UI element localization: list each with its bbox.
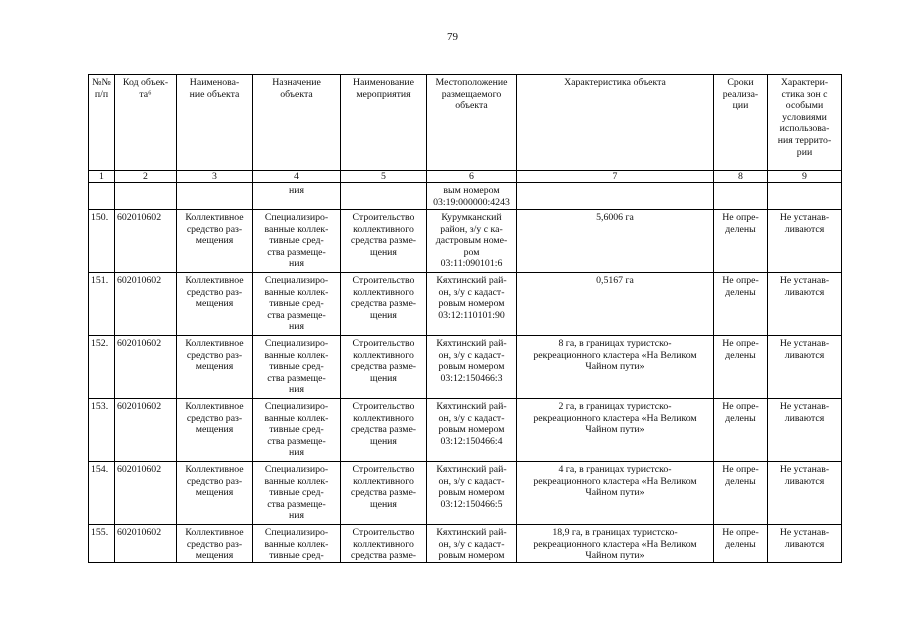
header-cell: Наименова- ние объекта	[177, 75, 253, 171]
table-row	[89, 210, 842, 273]
objects-table	[88, 74, 842, 563]
table-cell: 150.	[89, 210, 115, 273]
header-cell: Характери- стика зон с особыми условиями использова- ния террито- рии	[768, 75, 842, 171]
table-cell: Специализиро- ванные коллек- тивные сред- ства размеще- ния	[253, 462, 341, 525]
table-cell: 602010602	[115, 462, 177, 525]
table-cell: Не опре- делены	[714, 336, 768, 399]
header-cell: Местоположение размещаемого объекта	[427, 75, 517, 171]
table-cell: Не устанав- ливаются	[768, 399, 842, 462]
table-cell: Строительство коллективного средства разме- щения	[341, 336, 427, 399]
table-row	[89, 399, 842, 462]
table-cell: Коллективное средство раз- мещения	[177, 462, 253, 525]
table-cell: 602010602	[115, 210, 177, 273]
header-cell: №№ п/п	[89, 75, 115, 171]
table-cell	[177, 183, 253, 210]
table-cell	[768, 183, 842, 210]
continuation-row	[89, 183, 842, 210]
table-cell: ния	[253, 183, 341, 210]
table-cell: 5,6006 га	[517, 210, 714, 273]
column-number: 3	[177, 171, 253, 183]
table-cell: 151.	[89, 273, 115, 336]
table-cell: 4 га, в границах туристско- рекреационного кластера «На Великом Чайном пути»	[517, 462, 714, 525]
table-cell: 8 га, в границах туристско- рекреационного кластера «На Великом Чайном пути»	[517, 336, 714, 399]
column-number: 6	[427, 171, 517, 183]
table-cell: Кяхтинский рай- он, з/у с кадаст- ровым номером 03:12:150466:5	[427, 462, 517, 525]
table-cell: Строительство коллективного средства разме- щения	[341, 210, 427, 273]
table-row	[89, 525, 842, 563]
table-cell: Кяхтинский рай- он, з/у с кадаст- ровым номером 03:12:110101:90	[427, 273, 517, 336]
table-cell: 153.	[89, 399, 115, 462]
table-cell	[341, 183, 427, 210]
table-cell: Специализиро- ванные коллек- тивные сред-	[253, 525, 341, 563]
column-number: 4	[253, 171, 341, 183]
table-cell: 0,5167 га	[517, 273, 714, 336]
header-row	[89, 75, 842, 171]
table-cell: Строительство коллективного средства разме-	[341, 525, 427, 563]
table-cell	[89, 183, 115, 210]
page-number: 79	[447, 31, 458, 43]
table-cell: Кяхтинский рай- он, з/у с кадаст- ровым номером	[427, 525, 517, 563]
table-cell: Строительство коллективного средства разме- щения	[341, 399, 427, 462]
table-cell: Не устанав- ливаются	[768, 210, 842, 273]
table-row	[89, 462, 842, 525]
table-cell: Коллективное средство раз- мещения	[177, 336, 253, 399]
table-cell: Коллективное средство раз- мещения	[177, 273, 253, 336]
table-cell: 602010602	[115, 336, 177, 399]
header-cell: Код объек- та⁶	[115, 75, 177, 171]
table-cell: Коллективное средство раз- мещения	[177, 525, 253, 563]
table-cell: 602010602	[115, 273, 177, 336]
table-cell: Коллективное средство раз- мещения	[177, 399, 253, 462]
header-cell: Сроки реализа- ции	[714, 75, 768, 171]
table-cell: Кяхтинский рай- он, з/у с кадаст- ровым номером 03:12:150466:3	[427, 336, 517, 399]
column-number: 2	[115, 171, 177, 183]
column-number: 8	[714, 171, 768, 183]
table-cell: Не опре- делены	[714, 399, 768, 462]
table-cell: 155.	[89, 525, 115, 563]
table-cell: Курумканский район, з/у с ка- дастровым номе- ром 03:11:090101:6	[427, 210, 517, 273]
table-cell: Специализиро- ванные коллек- тивные сред- ства размеще- ния	[253, 399, 341, 462]
column-number: 5	[341, 171, 427, 183]
table-cell: Строительство коллективного средства разме- щения	[341, 462, 427, 525]
table-cell: Кяхтинский рай- он, з/у с кадаст- ровым номером 03:12:150466:4	[427, 399, 517, 462]
column-number: 1	[89, 171, 115, 183]
table-cell: Коллективное средство раз- мещения	[177, 210, 253, 273]
table-cell: 602010602	[115, 525, 177, 563]
table-cell: Специализиро- ванные коллек- тивные сред- ства размеще- ния	[253, 273, 341, 336]
table-cell: Не устанав- ливаются	[768, 336, 842, 399]
table-cell: 152.	[89, 336, 115, 399]
table-cell	[115, 183, 177, 210]
table-cell: Специализиро- ванные коллек- тивные сред- ства размеще- ния	[253, 210, 341, 273]
header-cell: Характеристика объекта	[517, 75, 714, 171]
table-row	[89, 273, 842, 336]
table-cell: Не устанав- ливаются	[768, 525, 842, 563]
table-cell: 2 га, в границах туристско- рекреационного кластера «На Великом Чайном пути»	[517, 399, 714, 462]
table-cell	[714, 183, 768, 210]
table-cell: Специализиро- ванные коллек- тивные сред- ства размеще- ния	[253, 336, 341, 399]
table-cell: Не опре- делены	[714, 210, 768, 273]
table-cell: Строительство коллективного средства разме- щения	[341, 273, 427, 336]
column-number: 9	[768, 171, 842, 183]
table-cell: 154.	[89, 462, 115, 525]
table-cell: вым номером 03:19:000000:4243	[427, 183, 517, 210]
table-cell: Не опре- делены	[714, 462, 768, 525]
table-cell: 602010602	[115, 399, 177, 462]
column-number: 7	[517, 171, 714, 183]
table-cell: Не опре- делены	[714, 273, 768, 336]
column-number-row	[89, 171, 842, 183]
header-cell: Назначение объекта	[253, 75, 341, 171]
table-cell	[517, 183, 714, 210]
table-cell: Не устанав- ливаются	[768, 462, 842, 525]
table-cell: Не опре- делены	[714, 525, 768, 563]
table-row	[89, 336, 842, 399]
header-cell: Наименование мероприятия	[341, 75, 427, 171]
table-cell: 18,9 га, в границах туристско- рекреационного кластера «На Великом Чайном пути»	[517, 525, 714, 563]
table-cell: Не устанав- ливаются	[768, 273, 842, 336]
